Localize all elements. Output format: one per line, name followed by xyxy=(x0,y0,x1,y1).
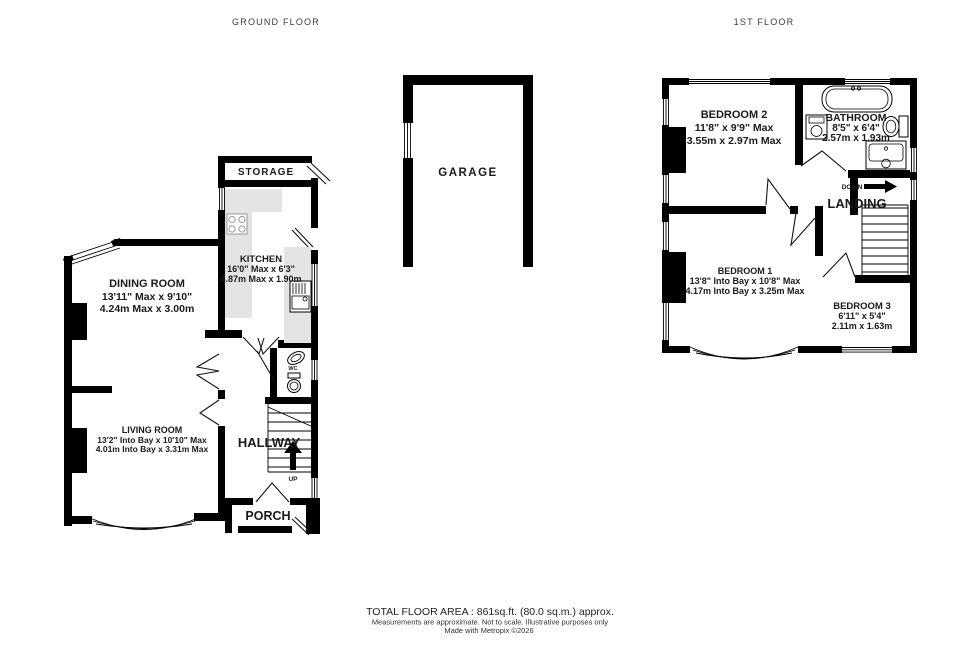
first-floor-plan xyxy=(662,78,917,359)
first-floor-doors xyxy=(766,151,855,277)
porch-hall-door xyxy=(256,483,289,502)
kitchen-sink-icon xyxy=(290,281,311,312)
staircase-down xyxy=(862,180,908,275)
bathroom-door xyxy=(801,151,846,171)
total-floor-area: TOTAL FLOOR AREA : 861sq.ft. (80.0 sq.m.) approx. xyxy=(366,606,614,618)
bathroom-dim-metric: 2.57m x 1.93m xyxy=(822,133,890,144)
bathroom-top-window xyxy=(845,80,890,84)
dining-hall-double-door xyxy=(197,354,219,389)
bedroom3-dim-imperial: 6'11" x 5'4" xyxy=(838,311,886,321)
kitchen-right-window xyxy=(312,264,317,306)
ground-floor-walls xyxy=(64,156,320,534)
garage-plan xyxy=(403,75,533,267)
down-label: DOWN xyxy=(841,184,863,191)
first-floor-header: 1ST FLOOR xyxy=(733,17,795,27)
bedroom1-dim-metric: 4.17m Into Bay x 3.25m Max xyxy=(685,286,805,296)
bathtub-icon xyxy=(822,86,892,112)
bedroom2-dim-metric: 3.55m x 2.97m Max xyxy=(686,135,782,147)
bathroom-right-window xyxy=(912,148,917,172)
landing-right-window xyxy=(912,180,917,200)
bedroom3-label: BEDROOM 3 xyxy=(833,301,891,312)
up-label: UP xyxy=(288,476,298,483)
down-arrow-head-icon xyxy=(885,180,897,193)
bedroom3-dim-metric: 2.11m x 1.63m xyxy=(831,321,893,331)
bathroom-label: BATHROOM xyxy=(825,112,887,124)
living-room-label: LIVING ROOM xyxy=(121,425,183,435)
bedroom1-bay-window xyxy=(690,347,798,359)
ground-floor-plan xyxy=(63,156,330,535)
bedroom1-dim-imperial: 13'8" Into Bay x 10'8" Max xyxy=(689,276,801,286)
storage-label: STORAGE xyxy=(237,167,295,178)
kitchen-label: KITCHEN xyxy=(239,254,283,265)
dining-room-label: DINING ROOM xyxy=(109,278,185,290)
disclaimer: Measurements are approximate. Not to scale. Illustrative purposes only xyxy=(371,617,609,627)
kitchen-dim-metric: 4.87m Max x 1.90m xyxy=(220,274,302,284)
wc-sink-icon xyxy=(285,349,306,367)
back-door xyxy=(292,228,313,249)
hallway-label: HALLWAY xyxy=(237,435,301,450)
up-arrow-icon xyxy=(290,452,296,470)
hob-icon xyxy=(227,214,247,234)
living-bay-window xyxy=(90,518,198,530)
landing-label: LANDING xyxy=(827,196,887,211)
garage-window xyxy=(403,123,413,158)
living-hall-door xyxy=(200,400,219,425)
dining-room-dim-imperial: 13'11" Max x 9'10" xyxy=(101,291,193,303)
bedroom2-top-window xyxy=(689,80,770,84)
kitchen-left-window xyxy=(220,188,225,210)
wc-window xyxy=(312,360,317,380)
dining-chimney-breast xyxy=(72,303,87,340)
ground-floor-header: GROUND FLOOR xyxy=(232,17,320,27)
hallway-right-window xyxy=(312,478,317,498)
bedroom2-door xyxy=(766,179,790,209)
bedroom2-chimney-breast xyxy=(669,127,686,173)
kitchen-dim-imperial: 16'0" Max x 6'3" xyxy=(227,264,295,274)
bedroom2-dim-imperial: 11'8" x 9'9" Max xyxy=(694,122,774,134)
ground-floor-doors xyxy=(197,163,330,535)
footer xyxy=(366,606,614,635)
bedroom1-door xyxy=(791,213,815,245)
living-room-dim-imperial: 13'2" Into Bay x 10'10" Max xyxy=(97,435,207,445)
down-arrow-icon xyxy=(864,184,885,189)
wc-toilet-icon xyxy=(288,373,301,393)
porch-label: PORCH xyxy=(245,509,291,523)
dining-bay-window xyxy=(63,238,122,264)
bedroom1-label: BEDROOM 1 xyxy=(717,266,773,276)
bedroom3-door xyxy=(823,253,855,277)
bedroom3-bottom-window xyxy=(842,348,892,353)
living-chimney-breast xyxy=(72,428,87,473)
bedroom2-label: BEDROOM 2 xyxy=(700,109,768,121)
bathroom-dim-imperial: 8'5" x 6'4" xyxy=(832,123,880,134)
dining-room-dim-metric: 4.24m Max x 3.00m xyxy=(99,303,195,315)
bathroom-sink-icon xyxy=(866,141,906,169)
credit: Made with Metropix ©2026 xyxy=(444,626,534,635)
garage-label: GARAGE xyxy=(438,167,498,179)
bedroom1-chimney-breast xyxy=(669,252,686,303)
living-room-dim-metric: 4.01m Into Bay x 3.31m Max xyxy=(95,444,209,454)
wc-label: WC xyxy=(288,366,298,372)
